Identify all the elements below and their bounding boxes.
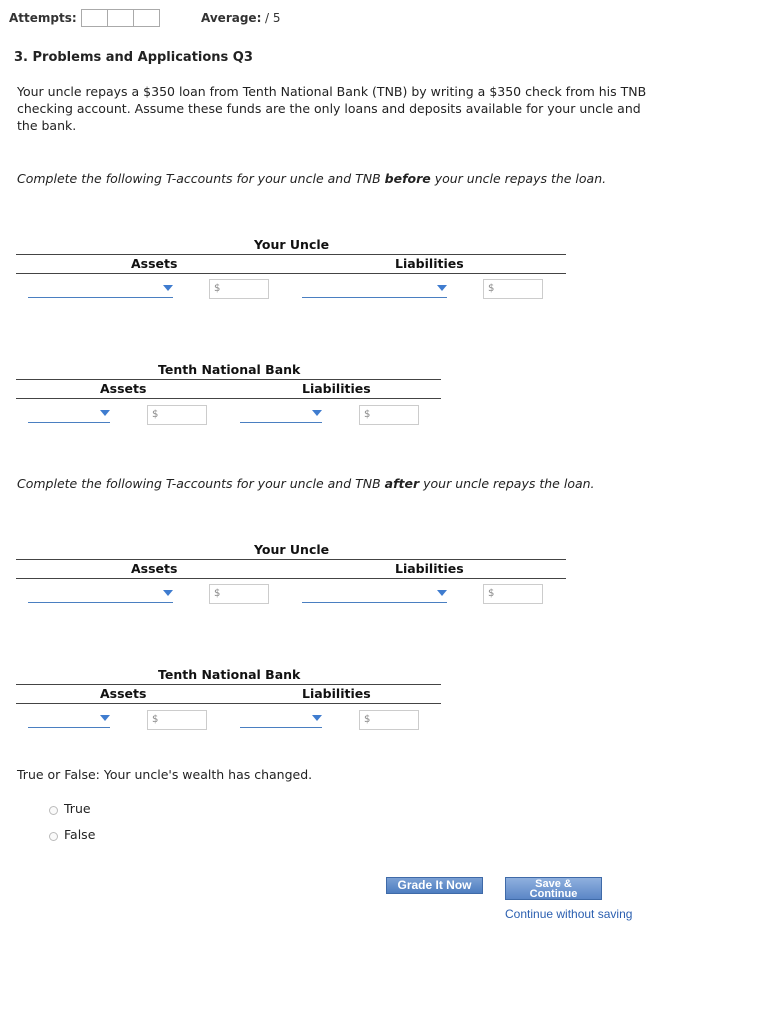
chevron-down-icon (312, 410, 322, 416)
save-button-line-2: Continue (529, 888, 578, 900)
t-account-header-line (16, 398, 441, 399)
chevron-down-icon (100, 715, 110, 721)
save-button-line-1: Save & (535, 878, 572, 890)
dollar-sign: $ (364, 409, 371, 420)
uncle-t-account-title-after: Your Uncle (254, 542, 330, 557)
liabilities-header: Liabilities (302, 686, 371, 701)
t-account-top-line (16, 379, 441, 380)
t-account-top-line (16, 684, 441, 685)
liabilities-header: Liabilities (302, 381, 371, 396)
attempts-label: Attempts: (9, 11, 77, 25)
instruction-after (17, 476, 595, 491)
bank-assets-amount-after[interactable] (147, 710, 207, 730)
uncle-assets-amount-before[interactable] (209, 279, 269, 299)
radio-false[interactable] (49, 832, 58, 841)
bank-assets-amount-before[interactable] (147, 405, 207, 425)
uncle-liabilities-amount-after[interactable] (483, 584, 543, 604)
dollar-sign: $ (214, 283, 221, 294)
dollar-sign: $ (488, 588, 495, 599)
t-account-top-line (16, 559, 566, 560)
instruction-after-prefix: Complete the following T-accounts for your uncle and TNB (17, 476, 385, 491)
attempt-box (133, 9, 160, 27)
question-title: 3. Problems and Applications Q3 (14, 50, 253, 65)
chevron-down-icon (163, 590, 173, 596)
bank-liabilities-dropdown-after[interactable] (240, 712, 322, 728)
dollar-sign: $ (152, 409, 159, 420)
radio-true-label[interactable]: True (64, 801, 91, 816)
attempts-indicator (81, 9, 159, 27)
t-account-header-line (16, 703, 441, 704)
attempt-box (107, 9, 134, 27)
t-account-header-line (16, 273, 566, 274)
liabilities-header: Liabilities (395, 256, 464, 271)
chevron-down-icon (312, 715, 322, 721)
uncle-t-account-title-before: Your Uncle (254, 237, 330, 252)
uncle-liabilities-dropdown-before[interactable] (302, 282, 447, 298)
bank-liabilities-amount-before[interactable] (359, 405, 419, 425)
bank-liabilities-amount-after[interactable] (359, 710, 419, 730)
instruction-before-prefix: Complete the following T-accounts for your uncle and TNB (17, 171, 385, 186)
uncle-liabilities-amount-before[interactable] (483, 279, 543, 299)
dollar-sign: $ (152, 714, 159, 725)
bank-liabilities-dropdown-before[interactable] (240, 407, 322, 423)
bank-t-account-title-before: Tenth National Bank (158, 362, 301, 377)
average-value: / 5 (265, 11, 281, 25)
instruction-after-suffix: your uncle repays the loan. (419, 476, 595, 491)
uncle-assets-dropdown-before[interactable] (28, 282, 173, 298)
bank-assets-dropdown-before[interactable] (28, 407, 110, 423)
average-label: Average: (201, 11, 262, 25)
t-account-top-line (16, 254, 566, 255)
dollar-sign: $ (214, 588, 221, 599)
dollar-sign: $ (488, 283, 495, 294)
continue-without-saving-link[interactable]: Continue without saving (505, 907, 633, 921)
instruction-before-suffix: your uncle repays the loan. (430, 171, 607, 186)
bank-assets-dropdown-after[interactable] (28, 712, 110, 728)
uncle-assets-amount-after[interactable] (209, 584, 269, 604)
assets-header: Assets (100, 381, 147, 396)
true-false-question: True or False: Your uncle's wealth has changed. (17, 767, 313, 782)
liabilities-header: Liabilities (395, 561, 464, 576)
instruction-before (17, 171, 606, 186)
dollar-sign: $ (364, 714, 371, 725)
bank-t-account-title-after: Tenth National Bank (158, 667, 301, 682)
assets-header: Assets (131, 561, 178, 576)
t-account-header-line (16, 578, 566, 579)
radio-false-label[interactable]: False (64, 827, 96, 842)
instruction-before-emphasis: before (384, 171, 431, 186)
chevron-down-icon (437, 590, 447, 596)
chevron-down-icon (100, 410, 110, 416)
grade-it-now-button[interactable]: Grade It Now (386, 877, 483, 894)
attempt-box (81, 9, 108, 27)
uncle-assets-dropdown-after[interactable] (28, 587, 173, 603)
instruction-after-emphasis: after (384, 476, 420, 491)
assets-header: Assets (100, 686, 147, 701)
assets-header: Assets (131, 256, 178, 271)
uncle-liabilities-dropdown-after[interactable] (302, 587, 447, 603)
question-text: Your uncle repays a $350 loan from Tenth National Bank (TNB) by writing a $350 check from his TNB checking account. Assume these funds are the only loans and deposits available for your uncle and the bank. (17, 84, 647, 133)
save-continue-button[interactable] (505, 877, 602, 900)
chevron-down-icon (163, 285, 173, 291)
chevron-down-icon (437, 285, 447, 291)
radio-true[interactable] (49, 806, 58, 815)
